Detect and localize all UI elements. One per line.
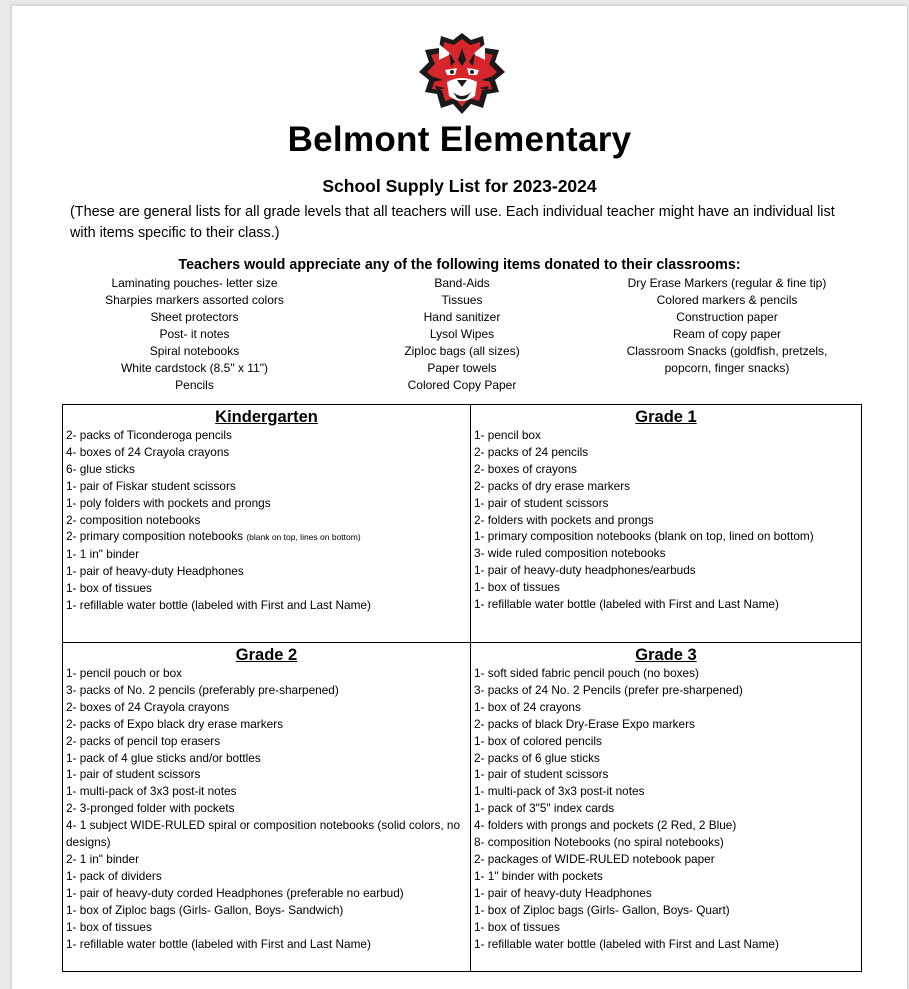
list-item: 1- box of tissues — [474, 919, 560, 934]
list-item: 1- pair of student scissors — [66, 767, 201, 782]
primary-notebook-note: (blank on top, lines on bottom) — [246, 532, 361, 543]
list-item: 3- wide ruled composition notebooks — [474, 546, 666, 561]
kindergarten-cell — [63, 405, 470, 614]
grade1-list — [474, 427, 858, 613]
primary-notebook-text: 2- primary composition notebooks — [66, 529, 247, 544]
list-item: 1- refillable water bottle (labeled with First and Last Name) — [66, 598, 371, 613]
donation-item: Sharpies markers assorted colors — [105, 293, 284, 307]
list-item: 1- 1 in" binder — [66, 547, 140, 562]
donation-item: Ziploc bags (all sizes) — [404, 344, 520, 358]
list-item: 1- refillable water bottle (labeled with First and Last Name) — [66, 936, 371, 951]
list-item: 2- packs of Expo black dry erase markers — [66, 716, 284, 731]
list-item: 1- soft sided fabric pencil pouch (no boxes) — [474, 666, 699, 680]
list-item: 2- boxes of crayons — [474, 461, 577, 476]
list-item: 1- 1" binder with pockets — [474, 868, 603, 883]
donation-item: Paper towels — [427, 361, 497, 375]
donation-item: popcorn, finger snacks) — [664, 361, 790, 375]
donation-column-1 — [72, 275, 317, 394]
list-item: 2- composition notebooks — [66, 512, 201, 527]
list-item: 1- pair of heavy-duty headphones/earbuds — [474, 563, 696, 578]
list-item: 1- refillable water bottle (labeled with First and Last Name) — [474, 597, 779, 612]
list-item: 1- box of tissues — [66, 919, 152, 934]
list-item: 1- pair of heavy-duty Headphones — [66, 564, 244, 579]
list-item — [66, 528, 467, 546]
list-item: 1- box of Ziploc bags (Girls- Gallon, Boys- Sandwich) — [66, 902, 344, 917]
list-item: 1- poly folders with pockets and prongs — [66, 495, 271, 510]
grade2-title: Grade 2 — [235, 646, 298, 664]
list-item: 1- box of 24 crayons — [474, 699, 581, 714]
list-item: 1- pencil box — [474, 428, 541, 442]
donation-item: Laminating pouches- letter size — [111, 276, 278, 290]
grade3-cell — [471, 643, 861, 952]
donation-item: Colored markers & pencils — [656, 293, 798, 307]
list-item: 4- boxes of 24 Crayola crayons — [66, 444, 230, 459]
school-name: Belmont Elementary — [287, 120, 632, 159]
list-item: 1- box of tissues — [66, 581, 152, 596]
list-item: 1- pack of 3"5" index cards — [474, 801, 615, 816]
list-item: 2- packs of Ticonderoga pencils — [66, 428, 232, 442]
donation-column-3 — [602, 275, 852, 377]
list-item: 1- primary composition notebooks (blank on top, lined on bottom) — [474, 529, 814, 544]
list-item: 1- multi-pack of 3x3 post-it notes — [474, 784, 645, 799]
donation-item: Ream of copy paper — [672, 327, 782, 341]
list-item: 1- pair of Fiskar student scissors — [66, 478, 236, 493]
list-item: 2- packs of 24 pencils — [474, 444, 589, 459]
list-item: 2- packs of dry erase markers — [474, 478, 631, 493]
list-item: 2- packs of pencil top erasers — [66, 733, 221, 748]
list-item: 1- pencil pouch or box — [66, 666, 183, 680]
list-item: 4- 1 subject WIDE-RULED spiral or composition notebooks (solid colors, no designs) — [66, 818, 461, 850]
list-subtitle: School Supply List for 2023-2024 — [322, 176, 597, 196]
list-item: 2- packages of WIDE-RULED notebook paper — [474, 851, 715, 866]
list-item: 6- glue sticks — [66, 461, 135, 476]
grade2-list — [66, 665, 467, 952]
list-item: 4- folders with prongs and pockets (2 Red, 2 Blue) — [474, 818, 737, 833]
list-item: 2- 3-pronged folder with pockets — [66, 801, 235, 816]
list-item: 1- pair of student scissors — [474, 495, 609, 510]
grade2-cell — [63, 643, 470, 952]
list-item: 1- box of tissues — [474, 580, 560, 595]
donation-item: Band-Aids — [434, 276, 490, 290]
donation-item: Lysol Wipes — [429, 327, 495, 341]
donation-column-2 — [352, 275, 572, 394]
kindergarten-list — [66, 427, 467, 614]
list-item: 3- packs of 24 No. 2 Pencils (prefer pre-sharpened) — [474, 682, 743, 697]
list-item: 1- pack of 4 glue sticks and/or bottles — [66, 750, 261, 765]
donation-heading: Teachers would appreciate any of the following items donated to their classrooms: — [178, 257, 741, 273]
list-item: 1- refillable water bottle (labeled with First and Last Name) — [474, 936, 779, 951]
donation-item: Spiral notebooks — [149, 344, 240, 358]
list-item: 8- composition Notebooks (no spiral notebooks) — [474, 835, 724, 850]
donation-item: Construction paper — [676, 310, 778, 324]
list-item: 2- 1 in" binder — [66, 851, 140, 866]
list-item: 1- pair of heavy-duty Headphones — [474, 885, 652, 900]
grade3-title: Grade 3 — [635, 646, 697, 664]
list-item: 3- packs of No. 2 pencils (preferably pre-sharpened) — [66, 682, 339, 697]
general-note: (These are general lists for all grade levels that all teachers will use. Each individual teacher might have an individual list with items specific to their class.) — [70, 204, 835, 241]
list-item: 1- pair of heavy-duty corded Headphones (preferable no earbud) — [66, 885, 404, 900]
donation-item: Tissues — [441, 293, 483, 307]
donation-item: Pencils — [175, 378, 214, 392]
kindergarten-title: Kindergarten — [215, 408, 318, 426]
donation-item: Classroom Snacks (goldfish, pretzels, — [626, 344, 828, 358]
document-page — [12, 6, 907, 989]
donation-item: White cardstock (8.5" x 11") — [120, 361, 268, 375]
donation-item: Post- it notes — [159, 327, 230, 341]
list-item: 1- multi-pack of 3x3 post-it notes — [66, 784, 237, 799]
list-item: 1- pack of dividers — [66, 868, 162, 883]
list-item: 2- packs of 6 glue sticks — [474, 750, 600, 765]
list-item: 1- pair of student scissors — [474, 767, 609, 782]
donation-item: Dry Erase Markers (regular & fine tip) — [627, 276, 827, 290]
donation-item: Hand sanitizer — [423, 310, 501, 324]
list-item: 1- box of colored pencils — [474, 733, 602, 748]
donation-item: Sheet protectors — [150, 310, 239, 324]
donation-item: Colored Copy Paper — [407, 378, 517, 392]
tiger-head-icon — [417, 30, 507, 116]
list-item: 1- box of Ziploc bags (Girls- Gallon, Boys- Quart) — [474, 902, 730, 917]
list-item: 2- folders with pockets and prongs — [474, 512, 654, 527]
list-item: 2- boxes of 24 Crayola crayons — [66, 699, 230, 714]
grade1-cell — [471, 405, 861, 613]
grade-supply-table — [62, 404, 862, 972]
grade3-list — [474, 665, 858, 952]
grade1-title: Grade 1 — [635, 408, 697, 426]
list-item: 2- packs of black Dry-Erase Expo markers — [474, 716, 695, 731]
